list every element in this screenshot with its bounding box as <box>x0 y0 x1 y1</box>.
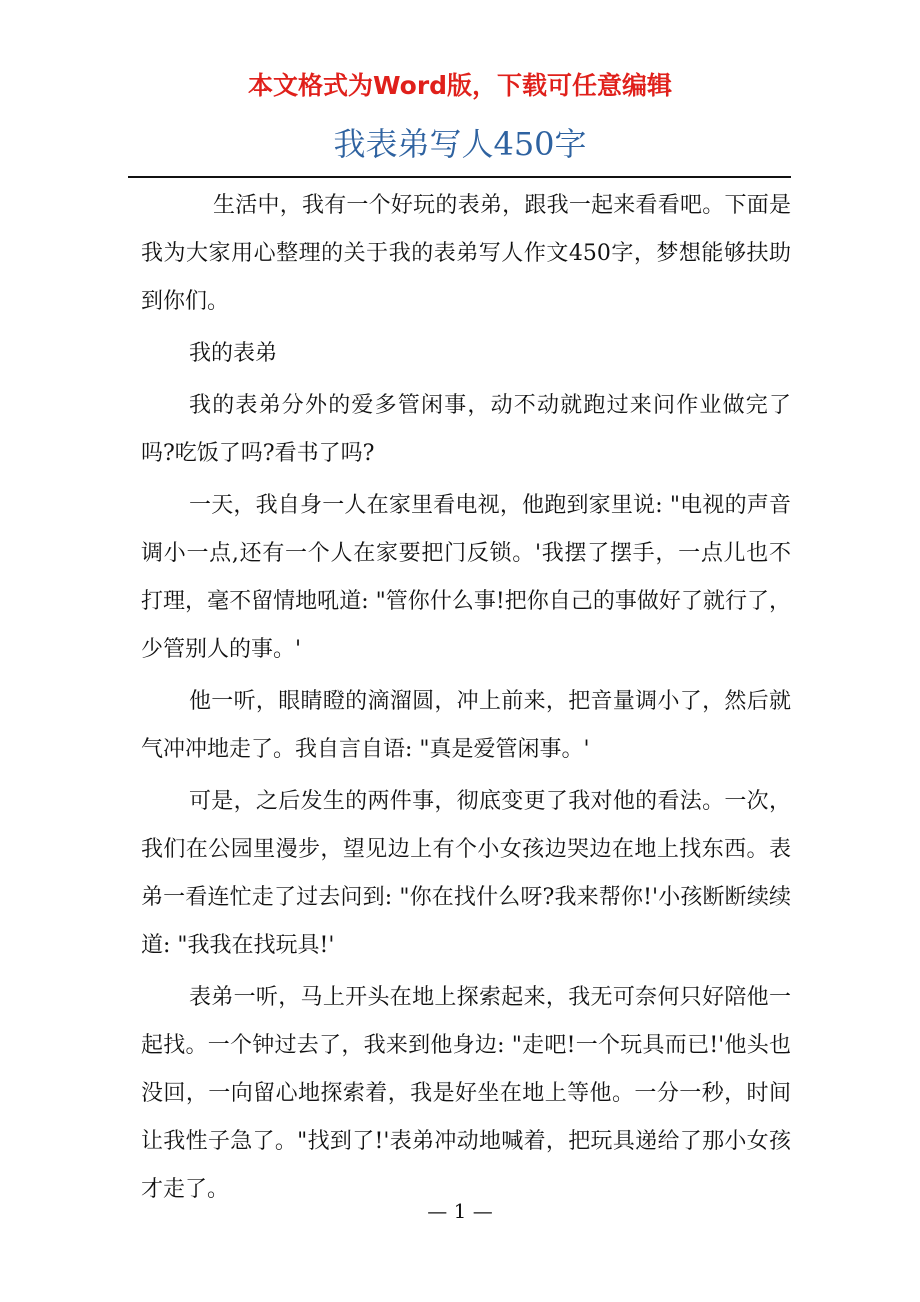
paragraph: 表弟一听，马上开头在地上探索起来，我无可奈何只好陪他一起找。一个钟过去了，我来到他身边: "走吧!一个玩具而已!'他头也没回，一向留心地探索着，我是好坐在地上等他。一分一秒，时间让我性子急了。"找到了!'表弟冲动地喊着，把玩具递给了那小女孩才走了。 <box>141 985 791 1202</box>
page-number: — 1 — <box>427 1199 493 1223</box>
paragraph: 我的表弟分外的爱多管闲事，动不动就跑过来问作业做完了吗?吃饭了吗?看书了吗? <box>141 393 791 466</box>
document-title: 我表弟写人450字 <box>333 125 587 163</box>
paragraph-subtitle: 我的表弟 <box>189 341 278 366</box>
paragraph: 一天，我自身一人在家里看电视，他跑到家里说: "电视的声音调小一点,还有一个人在家要把门反锁。'我摆了摆手，一点儿也不打理，毫不留情地吼道: "管你什么事!把你自己的事做好了就行了，少管别人的事。' <box>141 493 791 662</box>
paragraph: 他一听，眼睛瞪的滴溜圆，冲上前来，把音量调小了，然后就气冲冲地走了。我自言自语: "真是爱管闲事。' <box>141 689 791 762</box>
format-banner: 本文格式为Word版，下载可任意编辑 <box>247 71 673 100</box>
paragraph-intro: 生活中，我有一个好玩的表弟，跟我一起来看看吧。下面是我为大家用心整理的关于我的表弟写人作文450字，梦想能够扶助到你们。 <box>141 193 791 314</box>
paragraph: 可是，之后发生的两件事，彻底变更了我对他的看法。一次，我们在公园里漫步，望见边上有个小女孩边哭边在地上找东西。表弟一看连忙走了过去问到: "你在找什么呀?我来帮你!'小孩断断续续道: "我我在找玩具!' <box>141 789 791 958</box>
title-divider <box>128 176 791 178</box>
article-body <box>141 182 791 1218</box>
